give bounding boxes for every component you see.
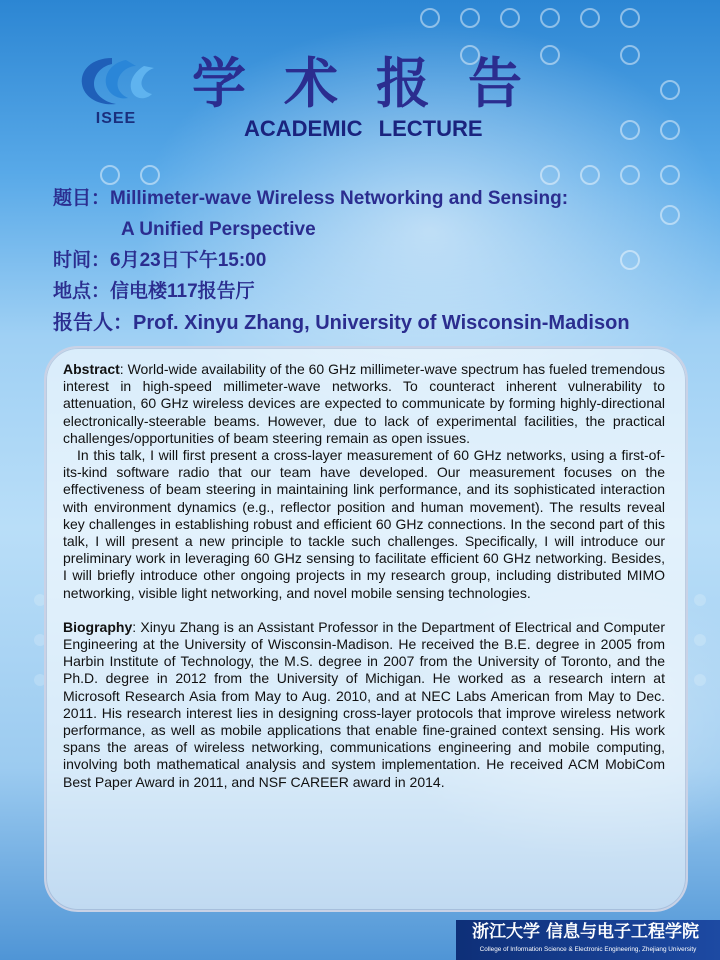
page-title-english: ACADEMIC LECTURE xyxy=(244,116,483,141)
college-name-cn: 信息与电子工程学院 xyxy=(546,922,699,942)
biography-paragraph xyxy=(63,619,665,791)
isee-logo xyxy=(74,52,158,134)
footer-college-cn xyxy=(472,921,699,943)
page-title-chinese: 学术报告 xyxy=(192,52,560,115)
topic-line1: Millimeter-wave Wireless Networking and Sensing: xyxy=(110,188,569,209)
abstract-label: Abstract xyxy=(63,361,120,377)
time-value: 6月23日下午15:00 xyxy=(110,250,267,271)
biography-label: Biography xyxy=(63,618,133,635)
abstract-text-2: In this talk, I will first present a cross-layer measurement of 60 GHz networks, using a first-of-its-kind software radio that our team have developed. Our measurement focuses on the effectiveness of beam steering in maintaining link performance, and its sophisticated interaction with environment dynamics (e.g., reflector position and human movement). The results reveal key challenges in establishing robust and efficient 60 GHz connections. In the second part of this talk, I will present a new principle to tackle such challenges. Specifically, I will introduce our preliminary work in leveraging 60 GHz sensing to facilitate efficient 60 GHz networking. Besides, I will briefly introduce other ongoing projects in my research group, including distributed MIMO networking, visible light networking, and novel mobile sensing technologies. xyxy=(63,447,666,601)
abstract-paragraph xyxy=(63,361,665,447)
speaker-label: 报告人： xyxy=(53,310,133,334)
isee-swirl-icon xyxy=(74,52,158,110)
topic-row xyxy=(53,183,713,214)
time-row xyxy=(53,245,713,276)
content-text xyxy=(63,361,665,791)
lecture-info xyxy=(53,183,713,339)
biography-text: : Xinyu Zhang is an Assistant Professor in the Department of Electrical and Computer Engineering at the University of Wisconsin-Madison. He received the B.E. degree in 2005 from Harbin Institute of Technology, the M.S. degree in 2007 from the University of Toronto, and the Ph.D. degree in 2012 from the University of Michigan. He worked as a research intern at Microsoft Research Asia from May to Aug. 2010, and at NEC Labs American from May to Dec. 2011. His research interest lies in designing cross-layer protocols that improve wireless network performance, as well as mobile applications that enable fine-grained context sensing. His work spans the areas of wireless networking, communications engineering and mobile computing, involving both mathematical analysis and system implementation. He received ACM MobiCom Best Paper Award in 2011, and NSF CAREER award in 2014. xyxy=(63,618,665,790)
college-name-en: College of Information Science & Electronic Engineering, Zhejiang University xyxy=(479,946,697,953)
time-label: 时间： xyxy=(53,249,111,271)
abstract-text: : World-wide availability of the 60 GHz millimeter-wave spectrum has fueled tremendous interest in high-speed millimeter-wave networks. To counteract inherent vulnerability to attenuation, 60 GHz wireless devices are expected to communicate by forming highly-directional electronically-steerable beams. However, due to lack of experimental facilities, the practical challenges/opportunities of beam steering remain as open issues. xyxy=(63,361,665,446)
speaker-value: Prof. Xinyu Zhang, University of Wisconsin-Madison xyxy=(133,312,630,334)
abstract-paragraph-2 xyxy=(63,447,665,602)
topic-row-2 xyxy=(53,214,713,245)
topic-label: 题目： xyxy=(53,187,111,209)
topic-line2: A Unified Perspective xyxy=(121,219,316,240)
logo-text: ISEE xyxy=(95,110,137,127)
place-value: 信电楼117报告厅 xyxy=(110,281,255,302)
footer-banner xyxy=(456,920,720,960)
speaker-row xyxy=(53,307,713,339)
place-row xyxy=(53,276,713,307)
place-label: 地点： xyxy=(53,280,111,302)
university-name-cn: 浙江大学 xyxy=(472,922,540,942)
